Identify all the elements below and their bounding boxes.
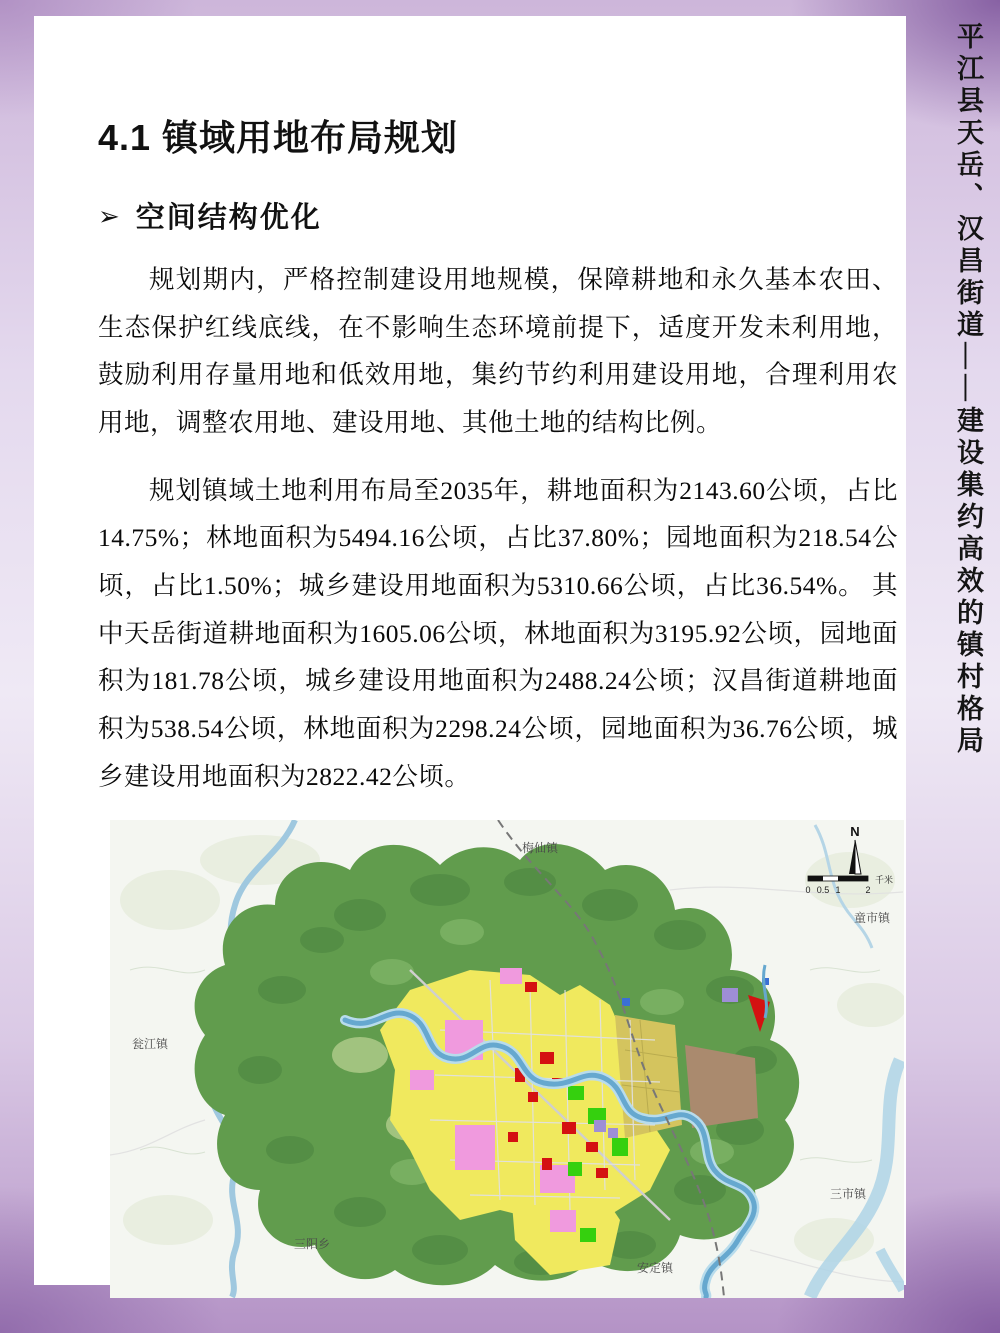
town-label-wengjiang: 瓮江镇 [132, 1037, 169, 1052]
section-title: 空间结构优化 [135, 202, 322, 234]
scale-tick-05: 0.5 [816, 885, 830, 896]
km-unit-label: 千米 [875, 875, 894, 886]
land-use-map [110, 820, 904, 1298]
paragraph-2: 规划镇域土地利用布局至2035年，耕地面积为2143.60公顷，占比14.75%；林地面积为5494.16公顷，占比37.80%；园地面积为218.54公顷，占比1.50%；城乡建设用地面积为5310.66公顷，占比36.54%。 其中天岳街道耕地面积为1605.06公顷，林地面积为3195.92公顷，园地面积为181.78公顷，城乡建设用地面积为2488.24公顷；汉昌街道耕地面积为538.54公顷，林地面积为2298.24公顷，园地面积为36.76公顷，城乡建设用地面积为2822.42公顷。 [98, 475, 898, 791]
land-use-map-svg [110, 820, 904, 1298]
town-label-sanshi: 三市镇 [829, 1187, 867, 1202]
north-label: N [850, 824, 860, 840]
sidebar-vertical-title: 平江县天岳、汉昌街道——建设集约高效的镇村格局 [953, 22, 983, 758]
scale-tick-2: 2 [865, 885, 871, 896]
page-title: 4.1 镇域用地布局规划 [98, 117, 459, 158]
town-label-anding: 安定镇 [636, 1261, 674, 1276]
arrow-bullet-icon: ➢ [98, 200, 120, 231]
scale-tick-0: 0 [805, 885, 811, 896]
document-page [34, 16, 906, 1285]
paragraph-1: 规划期内，严格控制建设用地规模，保障耕地和永久基本农田、生态保护红线底线，在不影响生态环境前提下，适度开发未利用地，鼓励利用存量用地和低效用地，集约节约利用建设用地，合理利用农用地，调整农用地、建设用地、其他土地的结构比例。 [98, 265, 898, 438]
section-heading [98, 195, 898, 236]
town-label-meixian: 梅仙镇 [521, 841, 559, 856]
town-label-tongshi: 童市镇 [853, 911, 891, 926]
scale-tick-1: 1 [835, 885, 841, 896]
town-label-sanyang: 三阳乡 [293, 1237, 331, 1252]
